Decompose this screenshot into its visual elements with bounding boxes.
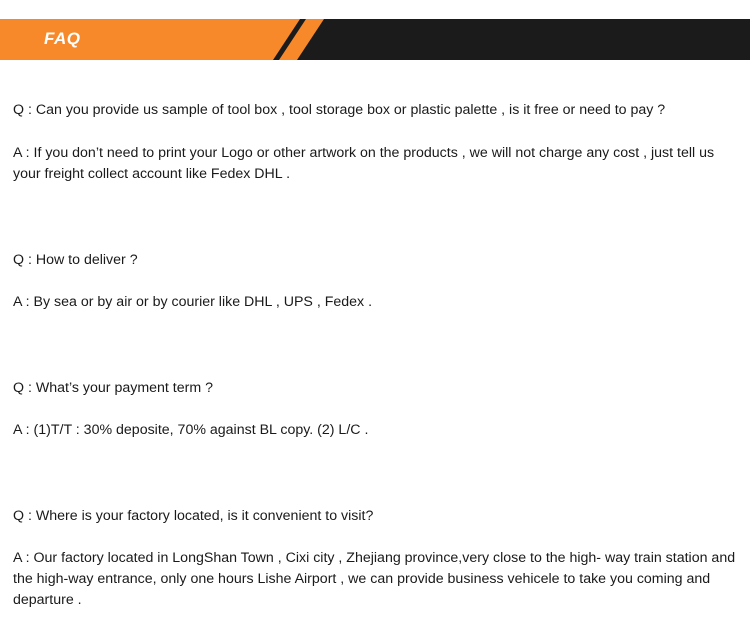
answer-text: A : (1)T/T : 30% deposite, 70% against BL copy. (2) L/C . xyxy=(13,422,369,438)
faq-question-4 xyxy=(13,506,741,527)
question-text: Q : Where is your factory located, is it convenient to visit? xyxy=(13,508,374,524)
answer-text: A : Our factory located in LongShan Town , Cixi city , Zhejiang province,very close to the high- way train station and the high-way entrance, only one hours Lishe Airport , we can provide business vehicele to take you coming and departure . xyxy=(13,550,736,608)
faq-answer-3 xyxy=(13,420,741,441)
question-text: Q : Can you provide us sample of tool box , tool storage box or plastic palette , is it free or need to pay ? xyxy=(13,102,666,118)
faq-question-3 xyxy=(13,378,741,399)
answer-text: A : If you don’t need to print your Logo or other artwork on the products , we will not charge any cost , just tell us your freight collect account like Fedex DHL . xyxy=(13,145,715,182)
answer-text: A : By sea or by air or by courier like DHL , UPS , Fedex . xyxy=(13,294,373,310)
header-title: FAQ xyxy=(44,29,81,48)
faq-question-1 xyxy=(13,100,741,121)
faq-answer-1 xyxy=(13,143,741,185)
question-text: Q : How to deliver ? xyxy=(13,252,138,268)
faq-header-bar xyxy=(0,19,750,60)
faq-answer-4 xyxy=(13,548,741,611)
faq-answer-2 xyxy=(13,292,741,313)
header-banner-graphic xyxy=(0,19,750,60)
question-text: Q : What’s your payment term ? xyxy=(13,380,214,396)
faq-question-2 xyxy=(13,250,741,271)
